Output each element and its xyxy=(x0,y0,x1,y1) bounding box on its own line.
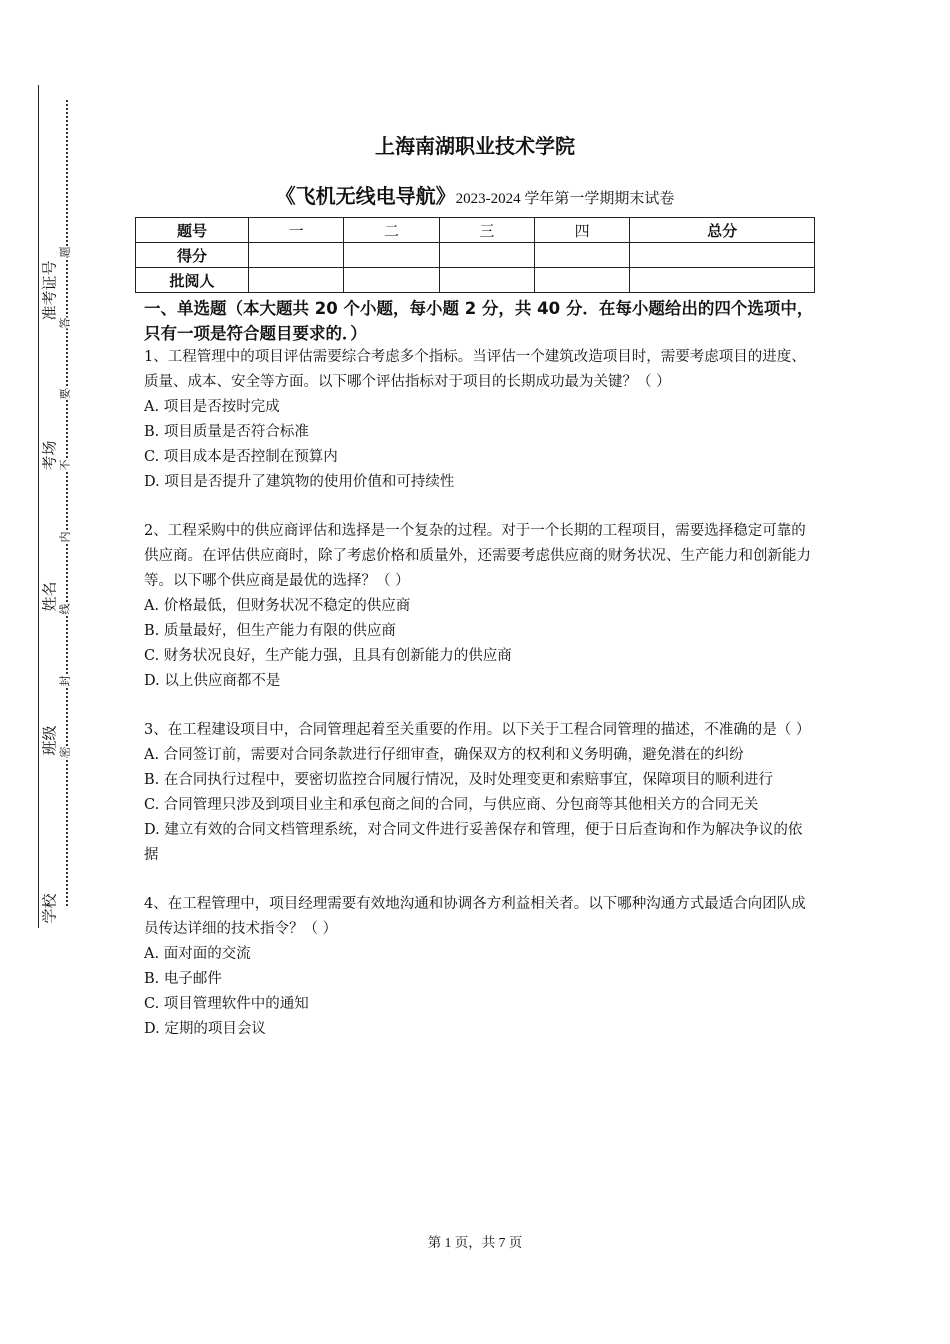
question-stem: 4、在工程管理中，项目经理需要有效地沟通和协调各方利益相关者。以下哪种沟通方式最适合向团队成员传达详细的技术指令？（ ） xyxy=(144,896,806,937)
question-1 xyxy=(144,345,816,495)
score-cell[interactable] xyxy=(534,243,629,268)
question-list xyxy=(144,345,816,1066)
header-cell: 四 xyxy=(534,218,629,243)
seal-char: 答 xyxy=(58,317,72,329)
course-title: 《飞机无线电导航》 xyxy=(275,184,456,208)
school-title: 上海南湖职业技术学院 xyxy=(375,134,575,158)
exam-room-label: 考场 xyxy=(40,440,59,471)
question-stem: 1、工程管理中的项目评估需要综合考虑多个指标。当评估一个建筑改造项目时，需要考虑项目的进度、质量、成本、安全等方面。以下哪个评估指标对于项目的长期成功最为关键？（ ） xyxy=(144,349,806,390)
option-c: C. 项目成本是否控制在预算内 xyxy=(144,449,338,465)
option-a: A. 面对面的交流 xyxy=(144,946,251,962)
question-stem: 3、在工程建设项目中，合同管理起着至关重要的作用。以下关于工程合同管理的描述，不准确的是（ ） xyxy=(144,722,811,738)
option-d: D. 以上供应商都不是 xyxy=(144,673,281,689)
score-table-header-row xyxy=(136,218,815,243)
option-c: C. 合同管理只涉及到项目业主和承包商之间的合同，与供应商、分包商等其他相关方的合同无关 xyxy=(144,797,759,813)
reviewer-cell[interactable] xyxy=(630,268,815,293)
binding-line xyxy=(38,85,39,928)
seal-char: 内 xyxy=(58,531,72,543)
score-cell[interactable] xyxy=(630,243,815,268)
option-c: C. 财务状况良好，生产能力强，且具有创新能力的供应商 xyxy=(144,648,512,664)
header-cell: 二 xyxy=(344,218,439,243)
header-cell: 三 xyxy=(439,218,534,243)
school-label: 学校 xyxy=(40,893,59,924)
page-footer: 第 1 页，共 7 页 xyxy=(427,1235,523,1250)
seal-char: 线 xyxy=(58,603,72,615)
question-4 xyxy=(144,892,816,1042)
option-b: B. 电子邮件 xyxy=(144,971,222,987)
row-label: 批阅人 xyxy=(136,268,249,293)
option-a: A. 价格最低，但财务状况不稳定的供应商 xyxy=(144,598,411,614)
exam-subtitle xyxy=(135,180,815,209)
score-cell[interactable] xyxy=(249,243,344,268)
class-label: 班级 xyxy=(40,725,59,756)
score-table xyxy=(135,217,815,293)
header-cell: 题号 xyxy=(136,218,249,243)
option-a: A. 项目是否按时完成 xyxy=(144,399,280,415)
reviewer-cell[interactable] xyxy=(249,268,344,293)
binding-margin xyxy=(0,0,90,1344)
seal-char: 题 xyxy=(58,246,72,258)
name-label: 姓名 xyxy=(40,581,59,612)
option-a: A. 合同签订前，需要对合同条款进行仔细审查，确保双方的权利和义务明确，避免潜在的纠纷 xyxy=(144,747,744,763)
option-d: D. 定期的项目会议 xyxy=(144,1021,266,1037)
option-b: B. 在合同执行过程中，要密切监控合同履行情况，及时处理变更和索赔事宜，保障项目的顺利进行 xyxy=(144,772,773,788)
seal-char: 不 xyxy=(58,459,72,471)
term-title: 2023-2024 学年第一学期期末试卷 xyxy=(455,191,675,207)
header-cell: 总分 xyxy=(630,218,815,243)
exam-number-label: 准考证号 xyxy=(40,260,59,321)
section-heading: 一、单选题（本大题共 20 个小题，每小题 2 分，共 40 分．在每小题给出的四个选项中，只有一项是符合题目要求的．） xyxy=(144,299,814,343)
seal-dotted-line xyxy=(66,100,68,906)
reviewer-cell[interactable] xyxy=(344,268,439,293)
option-c: C. 项目管理软件中的通知 xyxy=(144,996,309,1012)
option-b: B. 质量最好，但生产能力有限的供应商 xyxy=(144,623,396,639)
reviewer-row xyxy=(136,268,815,293)
seal-char: 封 xyxy=(58,675,72,687)
reviewer-cell[interactable] xyxy=(439,268,534,293)
question-3 xyxy=(144,718,816,868)
question-2 xyxy=(144,519,816,694)
header-cell: 一 xyxy=(249,218,344,243)
option-b: B. 项目质量是否符合标准 xyxy=(144,424,309,440)
seal-char: 要 xyxy=(58,388,72,400)
row-label: 得分 xyxy=(136,243,249,268)
score-cell[interactable] xyxy=(439,243,534,268)
score-row xyxy=(136,243,815,268)
option-d: D. 建立有效的合同文档管理系统，对合同文件进行妥善保存和管理，便于日后查询和作为解决争议的依据 xyxy=(144,822,803,863)
reviewer-cell[interactable] xyxy=(534,268,629,293)
question-stem: 2、工程采购中的供应商评估和选择是一个复杂的过程。对于一个长期的工程项目，需要选择稳定可靠的供应商。在评估供应商时，除了考虑价格和质量外，还需要考虑供应商的财务状况、生产能力和创新能力等。以下哪个供应商是最优的选择？（ ） xyxy=(144,523,811,589)
score-cell[interactable] xyxy=(344,243,439,268)
option-d: D. 项目是否提升了建筑物的使用价值和可持续性 xyxy=(144,474,455,490)
seal-char: 密 xyxy=(58,746,72,758)
